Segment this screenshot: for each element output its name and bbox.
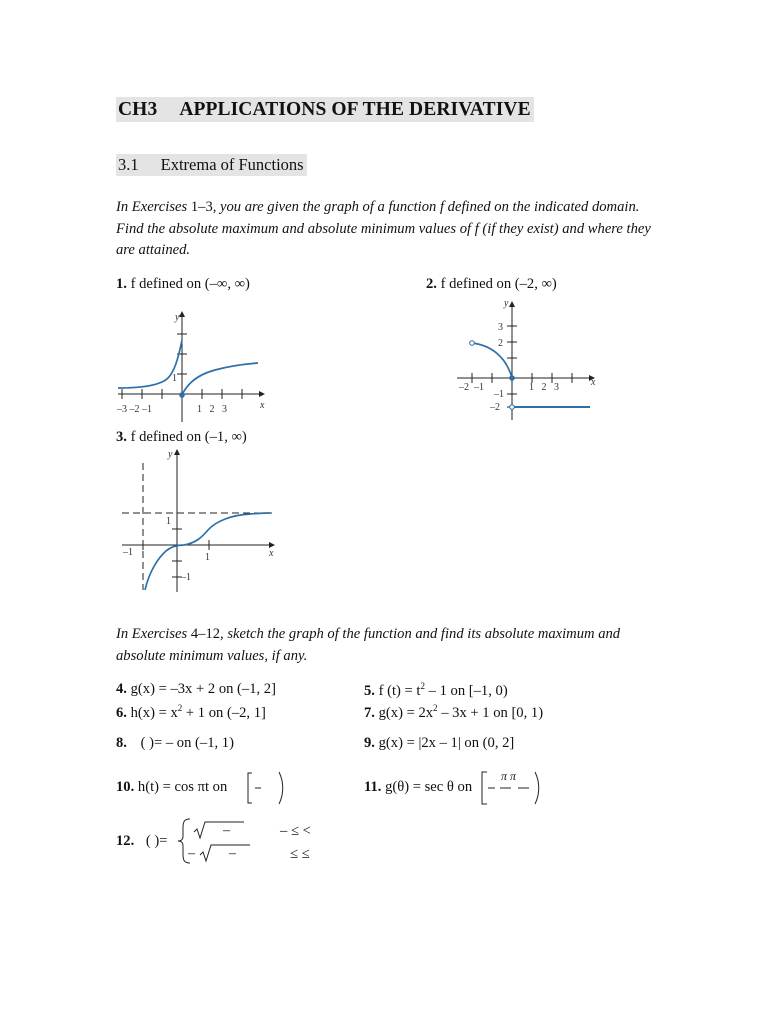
exercise-range: 1–3 <box>190 199 213 215</box>
exercise-range-2: 4–12 <box>190 626 221 642</box>
exercise-11-fraction-numerators: π π <box>501 769 517 783</box>
instructions-sketch-exercises: In Exercises 4–12, sketch the graph of the function and find its absolute maximum and absolute minimum values, if any. <box>116 626 621 664</box>
graph-2-x-label: x <box>591 377 596 388</box>
exercise-5: 5. f $(t) = t^2 - 1$ on [–1, 0) <box>364 681 508 699</box>
exercise-11-right-paren <box>535 772 539 804</box>
graph-2-x-ticks-right: 1 2 3 <box>529 382 559 393</box>
exercise-10-right-paren <box>279 772 283 804</box>
graph-3 <box>122 450 274 592</box>
exercise-10-left-bracket <box>248 773 252 803</box>
exercise-1-label: 1. f defined on (–∞, ∞) <box>116 276 250 292</box>
graph-3-y1: 1 <box>166 516 171 527</box>
exercise-10: 10. h(t) = cos πt on <box>116 779 228 795</box>
exercise-2-label: 2. f defined on (–2, ∞) <box>426 276 557 292</box>
graph-2-curve <box>472 343 512 378</box>
graph-1-y-tick: 1 <box>172 373 177 384</box>
exercise-6: 6. $h(x) = x^2 + 1$ on (–2, 1] <box>116 703 266 721</box>
exercise-8: 8. ( )= – on (–1, 1) <box>116 735 234 751</box>
graph-3-y-neg1: –1 <box>181 572 191 583</box>
graph-1-right-curve <box>182 363 258 395</box>
graph-1-closed-point <box>180 393 185 398</box>
exercise-12: 12. ( )= <box>116 833 168 849</box>
graph-2-y-neg1: –1 <box>494 389 504 400</box>
exercise-11: 11. g(θ) = sec θ on <box>364 779 473 795</box>
graph-1-x-ticks-left: –3 –2 –1 <box>117 404 152 415</box>
exercise-9: 9. g(x) = |2x – 1| on (0, 2] <box>364 735 515 751</box>
exercise-12-radicand-1: – <box>223 823 230 838</box>
exercise-4: 4. g(x) = –3x + 2 on (–1, 2] <box>116 681 276 697</box>
instructions-graph-exercises: In Exercises 1–3, you are given the graph of a function f defined on the indicated domain. Find the absolute maximum and absolute minimum values of f (if they exist) and where they are attained. <box>116 199 651 258</box>
exercise-7: 7. $g(x) = 2x^2 - 3x + 1$ on [0, 1) <box>364 703 544 721</box>
section-number: 3.1 <box>118 155 139 174</box>
exercise-12-minus-sign: – <box>188 846 195 861</box>
graph-2-y-neg2: –2 <box>490 402 500 413</box>
chapter-title: APPLICATIONS OF THE DERIVATIVE <box>179 99 531 120</box>
chapter-number: CH3 <box>118 99 158 120</box>
exercise-3-label: 3. f defined on (–1, ∞) <box>116 429 247 445</box>
exercise-12-sqrt-2 <box>200 845 250 861</box>
exercise-12-sqrt-1 <box>194 822 244 838</box>
graph-2-y3: 3 <box>498 322 503 333</box>
graph-1-x-label: x <box>260 400 265 411</box>
exercise-12-condition-1: – ≤ < <box>280 823 311 839</box>
graph-1-y-label: y <box>175 312 180 323</box>
graph-2-x-ticks-left: –2 –1 <box>459 382 484 393</box>
exercise-12-condition-2: ≤ ≤ <box>290 846 310 862</box>
graph-2-open-point-lower <box>510 405 515 410</box>
graph-3-x-label: x <box>269 548 274 559</box>
exercise-11-left-bracket <box>482 772 487 804</box>
graph-3-x1: 1 <box>205 552 210 563</box>
graph-1-x-ticks-right: 1 2 3 <box>197 404 227 415</box>
graph-3-y-label: y <box>168 449 173 460</box>
graph-2-open-point <box>470 341 475 346</box>
graph-2 <box>457 302 594 420</box>
exercise-12-radicand-2: – <box>229 846 236 861</box>
graph-2-y2: 2 <box>498 338 503 349</box>
graph-3-x-neg1: –1 <box>123 547 133 558</box>
section-title: Extrema of Functions <box>160 155 304 174</box>
graph-2-y-label: y <box>504 298 509 309</box>
graph-2-closed-point <box>510 376 515 381</box>
